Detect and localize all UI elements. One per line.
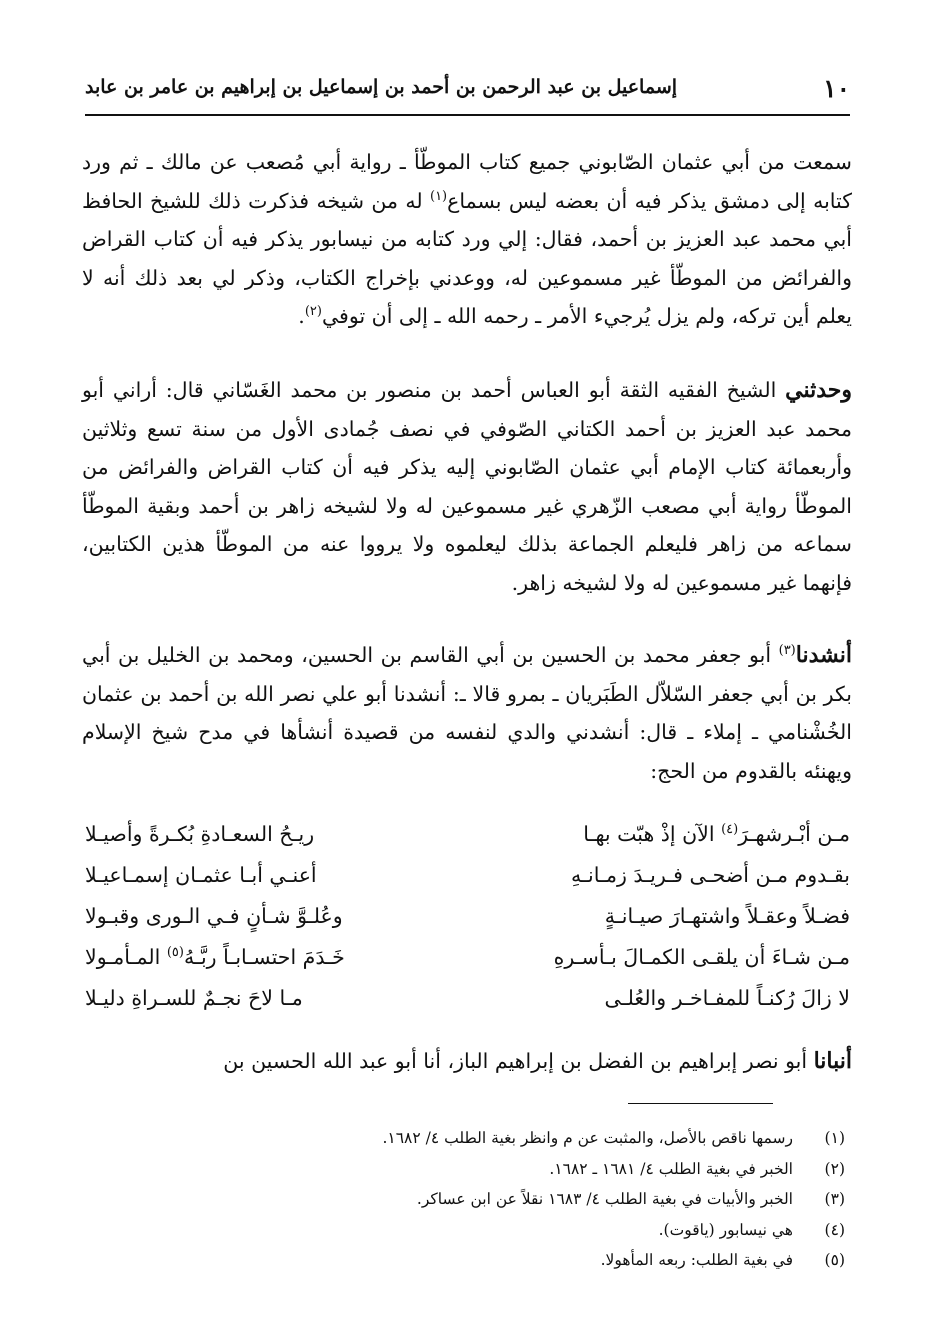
paragraph-1 <box>82 143 852 336</box>
verse-second-hemistich <box>85 904 425 928</box>
text-run: المـأمـولا <box>85 945 167 969</box>
paragraph-2-text <box>82 371 852 603</box>
page-number: ١٠ <box>823 74 850 103</box>
poem <box>85 822 850 1027</box>
paragraph-3 <box>82 636 852 790</box>
lead-word: وحدثني <box>785 377 852 403</box>
footnote <box>180 1123 845 1154</box>
verse-first-hemistich <box>510 945 850 969</box>
footnote-text: رسمها ناقص بالأصل، والمثبت عن م وانظر بغية الطلب ٤/ ١٦٨٢. <box>382 1129 793 1148</box>
text-run: لا زالَ رُكنـاً للمفـاخـر والعُلـى <box>604 986 850 1010</box>
verse-second-hemistich <box>85 863 425 887</box>
footnote <box>180 1184 845 1215</box>
poem-verse <box>85 986 850 1027</box>
text-run: مـن أبْـرشهـرَ <box>738 822 850 846</box>
paragraph-4-text <box>82 1042 852 1081</box>
text-run: فضـلاً وعقـلاً واشتهـارَ صيـانـةٍ <box>604 904 850 928</box>
footnote <box>180 1215 845 1246</box>
verse-second-hemistich <box>85 986 425 1010</box>
poem-verse <box>85 904 850 945</box>
verse-first-hemistich <box>510 904 850 928</box>
footnote <box>180 1154 845 1185</box>
footnote-ref: (٢) <box>304 304 322 320</box>
text-run: الآن إذْ هبّت بهـا <box>583 822 722 846</box>
text-run: سمعت من أبي عثمان الصّابوني جميع كتاب الموطّأ ـ رواية أبي مُصعب عن مالك ـ ثم ورد كتابه إلى دمشق يذكر فيه أن بعضه ليس بسماع <box>82 150 852 213</box>
poem-verse <box>85 822 850 863</box>
footnote <box>180 1245 845 1276</box>
verse-first-hemistich <box>510 863 850 887</box>
footnotes <box>180 1123 845 1276</box>
footnote-ref: (٤) <box>721 822 739 838</box>
text-run: له من شيخه فذكرت ذلك للشيخ الحافظ أبي محمد عبد العزيز بن أحمد، فقال: إلي ورد كتابه من نيسابور يذكر فيه أن كتاب القراض والفرائض من الموطّأ غير مسموعين له، ووعدني بإخراج الكتاب، وذكر لي بعد ذلك أنه لا يعلم أين تركه، ولم يزل يُرجيء الأمر ـ رحمه الله ـ إلى أن توفي <box>82 188 852 329</box>
verse-first-hemistich <box>510 822 850 846</box>
text-run: وعُلـوَّ شـأنٍ فـي الـورى وقبـولا <box>85 904 343 928</box>
verse-first-hemistich <box>510 986 850 1010</box>
text-run: خَـدَمَ احتسـابـاً ربَّـهُ <box>183 945 345 969</box>
footnote-rule <box>628 1103 773 1104</box>
footnote-ref: (١) <box>429 188 448 204</box>
lead-word: أنشدنا <box>795 642 852 668</box>
footnote-text: الخبر والأبيات في بغية الطلب ٤/ ١٦٨٣ نقلاً عن ابن عساكر. <box>416 1190 793 1209</box>
poem-verse <box>85 863 850 904</box>
text-run: مـا لاحَ نجـمٌ للسـراةِ دليـلا <box>85 986 303 1010</box>
text-run: ريـحُ السعـادةِ بُكـرةً وأصيـلا <box>85 822 315 846</box>
footnote-number: (٥) <box>824 1251 845 1270</box>
footnote-ref: (٣) <box>778 643 796 659</box>
footnote-text: الخبر في بغية الطلب ٤/ ١٦٨١ ـ ١٦٨٢. <box>549 1159 793 1178</box>
footnote-text: في بغية الطلب: ربعه المأهولا. <box>600 1251 793 1270</box>
poem-verse <box>85 945 850 986</box>
paragraph-1-text <box>82 143 852 336</box>
text-run: . <box>298 304 305 329</box>
text-run: مـن شـاءَ أن يلقـى الكمـالَ بـأسـرهِ <box>553 945 850 969</box>
running-title: إسماعيل بن عبد الرحمن بن أحمد بن إسماعيل بن إبراهيم بن عامر بن عابد <box>85 76 678 98</box>
footnote-ref: (٥) <box>166 945 184 961</box>
paragraph-3-text <box>82 636 852 790</box>
footnote-number: (١) <box>824 1129 845 1148</box>
header-rule <box>85 114 850 116</box>
text-run: الشيخ الفقيه الثقة أبو العباس أحمد بن منصور بن محمد الغَسّاني قال: أراني أبو محمد عبد العزيز بن أحمد الكتاني الصّوفي في نصف جُمادى الأول من سنة تسع وثلاثين وأربعمائة كتاب الإمام أبي عثمان الصّابوني إليه يذكر فيه أن كتاب القراض والفرائض من الموطّأ رواية أبي مصعب الزّهري غير مسموعين له ولا لشيخه زاهر بن أحمد وبقية الموطّأ سماعه من زاهر فليعلم الجماعة بذلك ليعلموه ولا يرووا عنه من الموطّأ هذين الكتابين، فإنهما غير مسموعين له ولا لشيخه زاهر. <box>82 378 852 595</box>
footnote-text: هي نيسابور (ياقوت). <box>658 1220 793 1239</box>
page-header <box>85 74 850 106</box>
footnote-number: (٢) <box>824 1159 845 1178</box>
footnote-number: (٤) <box>824 1220 845 1239</box>
lead-word: أنبانا <box>813 1048 852 1074</box>
footnote-number: (٣) <box>824 1190 845 1209</box>
text-run: بقـدوم مـن أضحـى فـريـدَ زمـانـهِ <box>571 863 850 887</box>
text-run: أعنـي أبـا عثمـان إسمـاعيـلا <box>85 863 317 887</box>
text-run: أبو جعفر محمد بن الحسين بن أبي القاسم بن الحسين، ومحمد بن الخليل بن أبي بكر بن أبي جعفر السّلاّل الطَبَريان ـ بمرو قالا ـ: أنشدنا أبو علي نصر الله بن أحمد بن عثمان الخُشْنامي ـ إملاء ـ قال: أنشدني والدي لنفسه من قصيدة أنشأها في مدح شيخ الإسلام ويهنئه بالقدوم من الحج: <box>82 643 852 783</box>
verse-second-hemistich <box>85 945 425 969</box>
verse-second-hemistich <box>85 822 425 846</box>
paragraph-4 <box>82 1042 852 1081</box>
paragraph-2 <box>82 371 852 603</box>
text-run: أبو نصر إبراهيم بن الفضل بن إبراهيم الباز، أنا أبو عبد الله الحسين بن <box>223 1049 814 1073</box>
